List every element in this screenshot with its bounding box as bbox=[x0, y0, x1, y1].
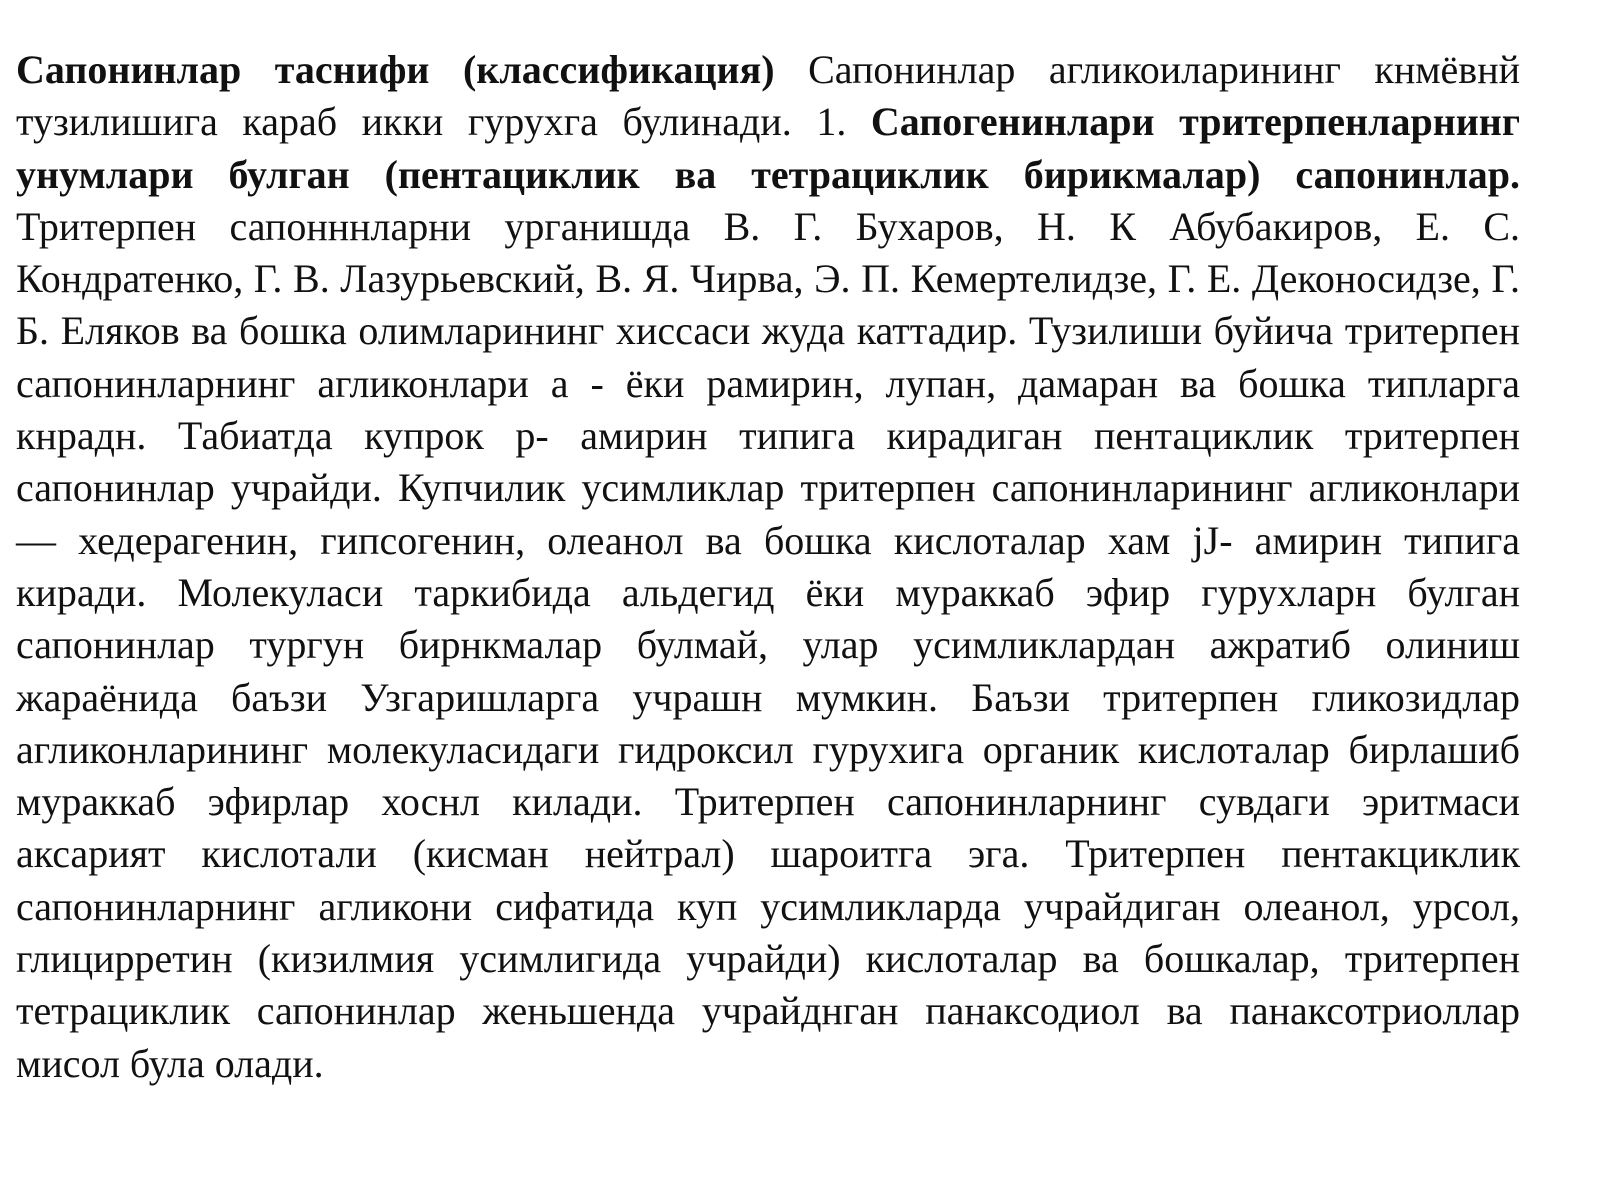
body-paragraph bbox=[16, 44, 1520, 1090]
section-heading: Сапонинлар таснифи (классификация) bbox=[16, 47, 775, 92]
document-page bbox=[16, 44, 1520, 1090]
subsection-heading: Сапогенинлари тритерпенларнинг унумлари булган (пентациклик ва тетрациклик бирикмалар) сапонинлар. bbox=[16, 99, 1521, 197]
intro-text: Сапонинлар агликоиларининг кнмёвнй тузилишига караб икки гурухга булинади. 1. bbox=[16, 47, 1521, 145]
body-text: Тритерпен сапонннларни урганишда В. Г. Бухаров, Н. К Абубакиров, Е. С. Кондратенко, Г. В. Лазурьевский, В. Я. Чирва, Э. П. Кемертелидзе, Г. Е. Деконосидзе, Г. Б. Еляков ва бошка олимларининг хиссаси жуда каттадир. Тузилиши буйича тритерпен сапонинларнинг агликонлари а - ёки рамирин, лупан, дамаран ва бошка типларга кнрадн. Табиатда купрок р- амирин типига кирадиган пентациклик тритерпен сапонинлар учрайди. Купчилик усимликлар тритерпен сапонинларининг агликонлари — хедерагенин, гипсогенин, олеанол ва бошка кислоталар хам jJ- амирин типига киради. Молекуласи таркибида альдегид ёки мураккаб эфир гурухларн булган сапонинлар тургун бирнкмалар булмай, улар усимликлардан ажратиб олиниш жараёнида баъзи Узгаришларга учрашн мумкин. Баъзи тритерпен гликозидлар агликонларининг молекуласидаги гидроксил гурухига органик кислоталар бирлашиб мураккаб эфирлар хоснл килади. Тритерпен сапонинларнинг сувдаги эритмаси аксарият кислотали (кисман нейтрал) шароитга эга. Тритерпен пентакциклик сапонинларнинг агликони сифатида куп усимликларда учрайдиган олеанол, урсол, глицирретин (кизилмия усимлигида учрайди) кислоталар ва бошкалар, тритерпен тетрациклик сапонинлар женьшенда учрайднган панаксодиол ва панаксотриоллар мисол була олади. bbox=[16, 203, 1520, 1086]
